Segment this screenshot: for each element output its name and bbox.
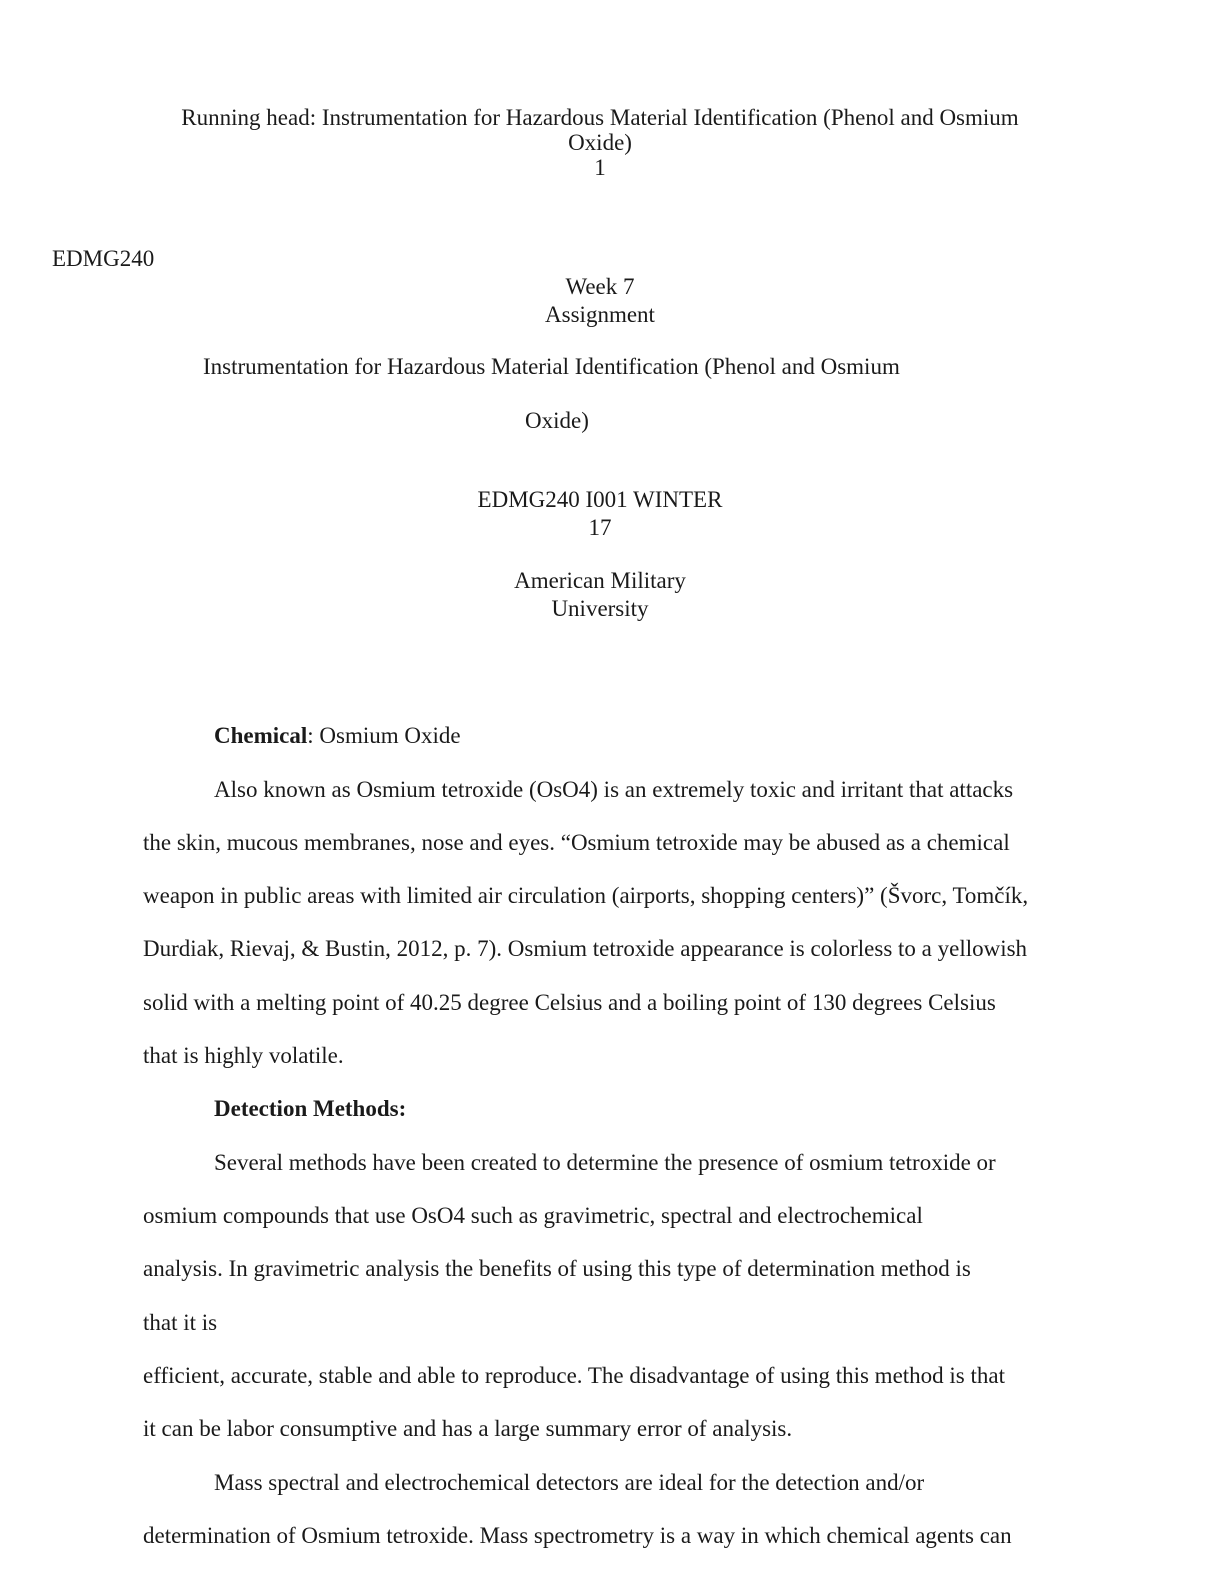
paragraph-line: determination of Osmium tetroxide. Mass spectrometry is a way in which chemical agents can — [143, 1523, 1012, 1548]
chemical-label: Chemical — [214, 723, 308, 748]
paragraph-line: Durdiak, Rievaj, & Bustin, 2012, p. 7). Osmium tetroxide appearance is colorless to a yellowish — [143, 936, 1028, 961]
paragraph-line: that it is — [143, 1310, 218, 1335]
school-line2: University — [551, 596, 649, 621]
running-head — [0, 105, 1200, 180]
paragraph-line: osmium compounds that use OsO4 such as gravimetric, spectral and electrochemical — [143, 1203, 923, 1228]
week-label: Week 7 — [565, 274, 635, 299]
week-assignment — [0, 273, 1200, 329]
page-number: 1 — [594, 155, 606, 180]
course-section — [0, 486, 1200, 542]
paragraph-line: Mass spectral and electrochemical detectors are ideal for the detection and/or — [214, 1470, 925, 1495]
school-line1: American Military — [514, 568, 686, 593]
paragraph-line: the skin, mucous membranes, nose and eyes. “Osmium tetroxide may be abused as a chemical — [143, 830, 1010, 855]
detection-methods-heading: Detection Methods: — [214, 1096, 407, 1121]
paragraph-line: it can be labor consumptive and has a large summary error of analysis. — [143, 1416, 793, 1441]
school-name — [0, 567, 1200, 623]
chemical-value: : Osmium Oxide — [307, 723, 461, 748]
running-head-line2: Oxide) — [568, 130, 632, 155]
course-code: EDMG240 — [52, 246, 155, 271]
paragraph-line: efficient, accurate, stable and able to reproduce. The disadvantage of using this method is that — [143, 1363, 1005, 1388]
assignment-label: Assignment — [545, 302, 655, 327]
paragraph-line: weapon in public areas with limited air circulation (airports, shopping centers)” (Švorc, Tomčík, — [143, 883, 1029, 908]
running-head-line1: Running head: Instrumentation for Hazardous Material Identification (Phenol and Osmium — [181, 105, 1019, 130]
paragraph-line: that is highly volatile. — [143, 1043, 344, 1068]
paragraph-line: Several methods have been created to determine the presence of osmium tetroxide or — [214, 1150, 996, 1175]
paragraph-line: Also known as Osmium tetroxide (OsO4) is an extremely toxic and irritant that attacks — [214, 777, 1014, 802]
chemical-heading — [214, 723, 461, 749]
paragraph-line: analysis. In gravimetric analysis the benefits of using this type of determination method is — [143, 1256, 971, 1281]
course-section-line2: 17 — [588, 515, 612, 540]
paragraph-line: solid with a melting point of 40.25 degree Celsius and a boiling point of 130 degrees Celsius — [143, 990, 996, 1015]
title-line2: Oxide) — [525, 408, 589, 433]
title-line1: Instrumentation for Hazardous Material Identification (Phenol and Osmium — [203, 354, 900, 379]
course-section-line1: EDMG240 I001 WINTER — [477, 487, 723, 512]
